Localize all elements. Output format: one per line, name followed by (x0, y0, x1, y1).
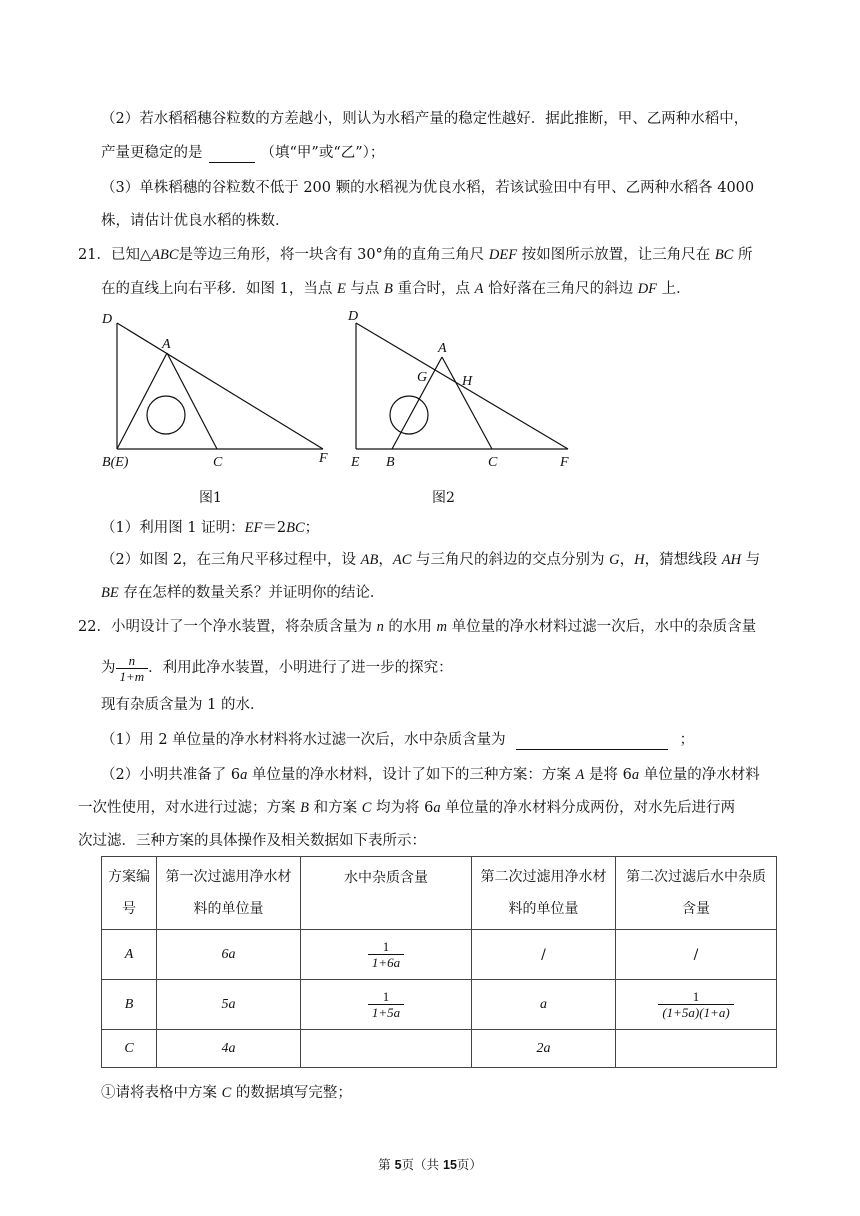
circle-hole (147, 396, 185, 434)
text: 产量更稳定的是 (101, 145, 203, 161)
text: 是等边三角形，将一块含有 30°角的直角三角尺 (178, 247, 489, 263)
text: 单位量的净水材料分成两份，对水先后进行两 (440, 800, 736, 816)
label-B (102, 455, 129, 470)
text: BC (286, 520, 305, 536)
text: a (240, 767, 248, 783)
denominator: (1+5a)(1+a) (658, 1004, 733, 1020)
text: 恰好落在三角尺的斜边 (483, 281, 638, 297)
text: 存在怎样的数量关系？并证明你的结论． (118, 585, 385, 601)
cell-impurity-empty[interactable] (301, 1030, 472, 1068)
text: 料的单位量 (508, 901, 579, 917)
text: ．利用此净水装置，小明进行了进一步的探究： (148, 660, 453, 676)
text: 所 (733, 247, 753, 263)
numerator: n (128, 652, 136, 668)
side-AB (117, 353, 167, 449)
denominator: 1+5a (368, 1004, 404, 1020)
text: AH (721, 552, 742, 568)
question-number: 22． (78, 619, 111, 635)
cell-impurity (301, 930, 472, 980)
text: ， (619, 552, 635, 568)
text: ①请将表格中方案 (101, 1085, 222, 1101)
q22-part1 (101, 730, 694, 750)
label-E: E (351, 455, 360, 470)
text: （1）用 2 单位量的净水材料将水过滤一次后，水中杂质含量为 (101, 732, 506, 748)
hypotenuse-DF (117, 323, 323, 449)
text: ； (304, 520, 320, 536)
text: E (336, 281, 346, 297)
text: 已知△ (110, 247, 152, 263)
text: DEF (488, 247, 518, 263)
cell-plan: A (102, 930, 157, 980)
numerator: 1 (382, 939, 390, 954)
label-C: C (488, 455, 498, 470)
text: H (634, 552, 645, 568)
cell-after (616, 980, 777, 1030)
paren-close: ) (123, 455, 129, 470)
q21-part1 (101, 518, 319, 538)
q20-part2-line1: （2）若水稻稻穗谷粒数的方差越小，则认为水稻产量的稳定性越好．据此推断，甲、乙两种水稻中， (101, 111, 749, 127)
text: 单位量的净水材料过滤一次后，水中的杂质含量 (447, 619, 757, 635)
q22-line2 (101, 651, 453, 685)
q20-part3-line1: （3）单株稻穗的谷粒数不低于 200 颗的水稻视为优良水稻，若该试验田中有甲、乙两种水稻各 4000 (101, 180, 755, 196)
text: 含量 (682, 901, 710, 917)
text: ，猜想线段 (644, 552, 722, 568)
q21-line2 (101, 279, 691, 299)
label-G: G (417, 370, 428, 385)
text: 页） (456, 1157, 482, 1172)
table-row (102, 980, 777, 1030)
text: 的数据填写完整； (231, 1085, 352, 1101)
text: ＝2 (262, 520, 287, 536)
q21-part2-line2 (101, 583, 384, 603)
cell-impurity (301, 980, 472, 1030)
text: AC (392, 552, 412, 568)
label-D: D (348, 309, 359, 324)
text: 单位量的净水材料 (639, 767, 760, 783)
page-footer (0, 1155, 860, 1173)
text: 按如图所示放置，让三角尺在 (517, 247, 715, 263)
cell-second: 2a (472, 1030, 616, 1068)
denominator: 1+6a (368, 954, 404, 970)
text: B (300, 800, 309, 816)
cell-after: / (616, 930, 777, 980)
cell-first: 6a (157, 930, 301, 980)
side-AC (167, 353, 217, 449)
header-second-amount (472, 857, 616, 930)
table-row (102, 930, 777, 980)
text: 与 (741, 552, 761, 568)
q20-part2-line2 (101, 143, 384, 163)
cell-second: a (472, 980, 616, 1030)
text: 第 (378, 1157, 395, 1172)
label-F: F (319, 451, 328, 466)
text: 和方案 (308, 800, 362, 816)
cell-second: / (472, 930, 616, 980)
fraction (368, 939, 404, 970)
text: A (575, 767, 585, 783)
figure-1 (95, 305, 345, 470)
text: （填“甲”或“乙”）； (260, 145, 385, 161)
side-AC (442, 357, 492, 449)
page-number: 5 (394, 1158, 402, 1172)
q21-line1 (78, 245, 752, 265)
cell-first: 5a (157, 980, 301, 1030)
text: BC (714, 247, 734, 263)
text: 水中杂质含量 (344, 870, 428, 886)
text: 一次性使用，对水进行过滤；方案 (78, 800, 301, 816)
text: 页（共 (401, 1157, 443, 1172)
label-E: E (115, 455, 124, 470)
text: （2）小明共准备了 6 (101, 767, 241, 783)
label-H: H (462, 374, 473, 389)
text: 均为将 6 (371, 800, 434, 816)
text: 方案编 (108, 869, 150, 885)
text: 为 (101, 660, 116, 676)
denominator: 1+m (116, 668, 149, 684)
fraction (658, 989, 733, 1020)
text: 重合时，点 (392, 281, 475, 297)
fraction (368, 989, 404, 1020)
text: a (631, 767, 640, 783)
text: AB (360, 552, 379, 568)
figure-1-caption: 图1 (199, 490, 222, 506)
q21-part2-line1 (101, 550, 760, 570)
text: 是将 6 (584, 767, 632, 783)
text: DF (637, 281, 658, 297)
q22-line1 (78, 617, 756, 637)
text: n (376, 619, 384, 635)
answer-blank[interactable] (209, 146, 255, 163)
text: C (361, 800, 372, 816)
text: a (433, 800, 441, 816)
question-number: 21． (78, 247, 111, 263)
text: 与点 (345, 281, 385, 297)
text: 第二次过滤用净水材 (480, 869, 607, 885)
label-B-text: B (102, 455, 111, 470)
label-D: D (102, 312, 113, 327)
text: （1）利用图 1 证明： (101, 520, 245, 536)
text: EF (244, 520, 263, 536)
text: m (436, 619, 448, 635)
table-row (102, 1030, 777, 1068)
text: ， (378, 552, 393, 568)
paren-open: ( (110, 455, 116, 470)
q22-part2-line1 (101, 765, 760, 785)
header-first-amount (157, 857, 301, 930)
table-header-row (102, 857, 777, 930)
text: 第一次过滤用净水材 (165, 869, 292, 885)
text: B (384, 281, 393, 297)
page-total: 15 (443, 1158, 457, 1172)
q22-subquestion-1 (101, 1083, 352, 1103)
numerator: 1 (692, 989, 700, 1004)
text: ； (679, 732, 695, 748)
header-impurity (301, 857, 472, 930)
cell-plan: B (102, 980, 157, 1030)
cell-after-empty[interactable] (616, 1030, 777, 1068)
header-after-impurity (616, 857, 777, 930)
q20-part3-line2: 株，请估计优良水稻的株数． (101, 213, 290, 229)
text: A (474, 281, 484, 297)
text: （2）如图 2，在三角尺平移过程中，设 (101, 552, 361, 568)
text: 小明设计了一个净水装置，将杂质含量为 (110, 619, 377, 635)
plans-table (101, 856, 777, 1068)
fraction-n-over-1-plus-m (116, 653, 149, 684)
q22-line3: 现有杂质含量为 1 的水． (101, 697, 265, 713)
text: BE (101, 585, 119, 601)
label-B: B (386, 455, 395, 470)
text: 在的直线上向右平移．如图 1，当点 (101, 281, 337, 297)
label-A: A (162, 337, 171, 352)
text: 号 (122, 901, 136, 917)
q22-part2-line3: 次过滤．三种方案的具体操作及相关数据如下表所示： (78, 833, 426, 849)
text: 第二次过滤后水中杂质 (626, 869, 766, 885)
text: 上． (657, 281, 691, 297)
answer-blank[interactable] (516, 733, 668, 750)
label-F: F (560, 455, 569, 470)
figure-2-caption: 图2 (432, 490, 455, 506)
text: 单位量的净水材料，设计了如下的三种方案：方案 (247, 767, 576, 783)
text: ABC (151, 247, 179, 263)
cell-plan: C (102, 1030, 157, 1068)
numerator: 1 (382, 989, 390, 1004)
text: 的水用 (383, 619, 437, 635)
header-plan (102, 857, 157, 930)
circle-hole (390, 396, 428, 434)
label-C: C (213, 455, 223, 470)
cell-first: 4a (157, 1030, 301, 1068)
q22-part2-line2 (78, 798, 735, 818)
label-A: A (438, 341, 447, 356)
figure-2 (340, 305, 590, 470)
text: 料的单位量 (193, 901, 264, 917)
text: G (609, 552, 620, 568)
text: C (221, 1085, 232, 1101)
text: 与三角尺的斜边的交点分别为 (411, 552, 610, 568)
